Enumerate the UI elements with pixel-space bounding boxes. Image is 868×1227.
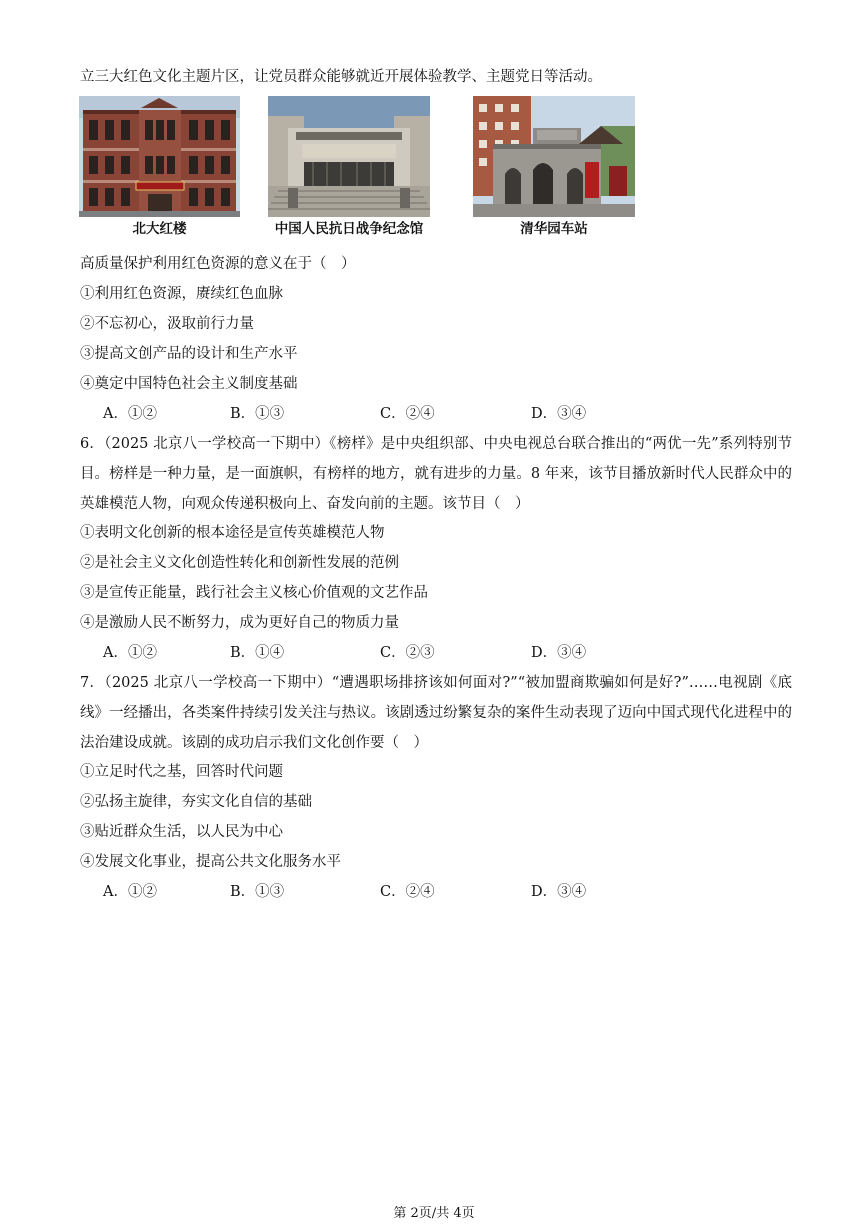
q5-item: ②不忘初心，汲取前行力量 [80,316,254,332]
option-a[interactable]: A．①② [103,884,157,900]
photo-tsinghua-station [473,96,635,217]
q5-item: ③提高文创产品的设计和生产水平 [80,346,298,362]
red-building-image [79,96,240,217]
q6-item: ④是激励人民不断努力，成为更好自己的物质力量 [80,615,399,631]
q7-item: ③贴近群众生活，以人民为中心 [80,824,283,840]
option-c[interactable]: C．②③ [380,645,435,661]
q7-item: ①立足时代之基，回答时代问题 [80,764,283,780]
photo-caption: 北大红楼 [132,221,187,237]
option-d[interactable]: D．③④ [531,406,587,422]
option-b[interactable]: B．①④ [230,645,285,661]
q6-item: ②是社会主义文化创造性转化和创新性发展的范例 [80,555,399,571]
option-c[interactable]: C．②④ [380,406,435,422]
option-a[interactable]: A．①② [103,645,157,661]
option-d[interactable]: D．③④ [531,645,587,661]
q5-options [103,404,703,424]
option-a[interactable]: A．①② [103,406,157,422]
q6-stem: 6．（2025 北京八一学校高一下期中）《榜样》是中央组织部、中央电视总台联合推出的“两优一先”系列特别节目。榜样是一种力量，是一面旗帜，有榜样的地方，就有进步的力量。8 年来，该节目播放新时代人民群众中的英雄模范人物，向观众传递积极向上、奋发向前的主题。该节目（ ） [80,436,792,512]
intro-text: 立三大红色文化主题片区，让党员群众能够就近开展体验教学、主题党日等活动。 [80,69,602,85]
photo-caption: 清华园车站 [520,221,588,237]
q6-item: ③是宣传正能量，践行社会主义核心价值观的文艺作品 [80,585,428,601]
photo-peking-red-building [79,96,240,217]
q7-item: ④发展文化事业，提高公共文化服务水平 [80,854,341,870]
war-memorial-image [268,96,430,217]
q6-options [103,643,703,663]
page-number: 第 2页/共 4页 [393,1206,475,1221]
q5-item: ①利用红色资源，赓续红色血脉 [80,286,283,302]
q6-item: ①表明文化创新的根本途径是宣传英雄模范人物 [80,525,385,541]
q5-item: ④奠定中国特色社会主义制度基础 [80,376,298,392]
option-b[interactable]: B．①③ [230,884,285,900]
option-c[interactable]: C．②④ [380,884,435,900]
photo-war-memorial [268,96,430,217]
q5-stem: 高质量保护利用红色资源的意义在于（ ） [80,256,356,272]
tsinghua-station-image [473,96,635,217]
photo-caption: 中国人民抗日战争纪念馆 [274,221,424,237]
q7-stem: 7．（2025 北京八一学校高一下期中）“遭遇职场排挤该如何面对?”“被加盟商欺骗如何是好?”……电视剧《底线》一经播出，各类案件持续引发关注与热议。该剧透过纷繁复杂的案件生动表现了迈向中国式现代化进程中的法治建设成就。该剧的成功启示我们文化创作要（ ） [80,675,792,751]
q7-item: ②弘扬主旋律，夯实文化自信的基础 [80,794,312,810]
q7-options [103,882,703,902]
option-d[interactable]: D．③④ [531,884,587,900]
option-b[interactable]: B．①③ [230,406,285,422]
